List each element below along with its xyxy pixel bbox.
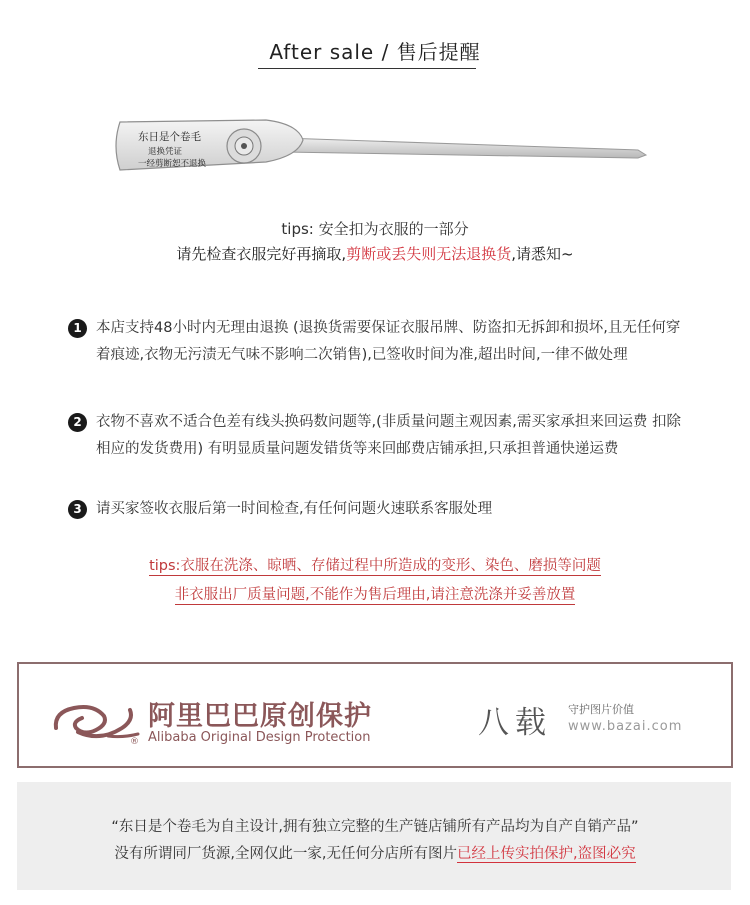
alibaba-protection-subtitle: Alibaba Original Design Protection — [148, 730, 371, 745]
rule-item-2 — [68, 409, 688, 463]
security-tag-image — [108, 110, 653, 190]
bazai-slogan: 守护图片价值 — [568, 703, 634, 716]
bazai-logo: 八载 — [478, 705, 552, 741]
tag-warning-text: 一经剪断恕不退换 — [138, 159, 207, 169]
number-badge-icon: 2 — [68, 413, 87, 432]
tips-warning-line — [0, 243, 750, 264]
care-note-text: tips:衣服在洗涤、晾晒、存储过程中所造成的变形、染色、磨损等问题 — [149, 558, 601, 574]
alibaba-logo-icon — [48, 698, 144, 746]
footer-copyright — [0, 842, 750, 863]
footer-copyright-prefix: 没有所谓同厂货源,全网仅此一家,无任何分店所有图片 — [114, 846, 458, 862]
tips-warning-suffix: ,请悉知~ — [511, 245, 574, 263]
tag-strap — [283, 138, 646, 158]
rule-text: 衣物不喜欢不适合色差有线头换码数问题等,(非质量问题主观因素,需买家承担来回运费 扣除相应的发货费用) 有明显质量问题发错货等来回邮费店铺承担,只承担普通快递运费 — [96, 414, 681, 457]
tips-warning-highlight: 剪断或丢失则无法退换货 — [346, 245, 512, 263]
number-badge-icon: 3 — [68, 500, 87, 519]
tips-warning-prefix: 请先检查衣服完好再摘取, — [176, 245, 347, 263]
footer-copyright-warning: 已经上传实拍保护,盗图必究 — [457, 846, 636, 862]
after-sale-note — [0, 583, 750, 604]
page-title: After sale / 售后提醒 — [269, 40, 481, 64]
care-note — [0, 554, 750, 575]
rule-text: 本店支持48小时内无理由退换 (退换货需要保证衣服吊牌、防盗扣无拆卸和损坏,且无任何穿着痕迹,衣物无污渍无气味不影响二次销售),已签收时间为准,超出时间,一律不做处理 — [96, 320, 681, 363]
rule-item-1 — [68, 315, 688, 369]
after-sale-note-text: 非衣服出厂质量问题,不能作为售后理由,请注意洗涤并妥善放置 — [174, 587, 576, 603]
registered-mark: ® — [130, 737, 139, 746]
tag-grommet-hole — [241, 143, 247, 149]
tips-line: tips: 安全扣为衣服的一部分 — [281, 220, 469, 238]
title-underline — [258, 68, 476, 69]
alibaba-protection-title: 阿里巴巴原创保护 — [148, 701, 372, 732]
footer-panel — [17, 782, 731, 890]
footer-statement: “东日是个卷毛为自主设计,拥有独立完整的生产链店铺所有产品均为自产自销产品” — [111, 819, 639, 835]
bazai-url: www.bazai.com — [568, 719, 683, 734]
number-badge-icon: 1 — [68, 319, 87, 338]
rule-text: 请买家签收衣服后第一时间检查,有任何问题火速联系客服处理 — [96, 501, 493, 517]
tag-return-text: 退换凭证 — [148, 147, 183, 157]
rule-item-3 — [68, 496, 688, 523]
tag-brand-text: 东日是个卷毛 — [138, 131, 201, 143]
